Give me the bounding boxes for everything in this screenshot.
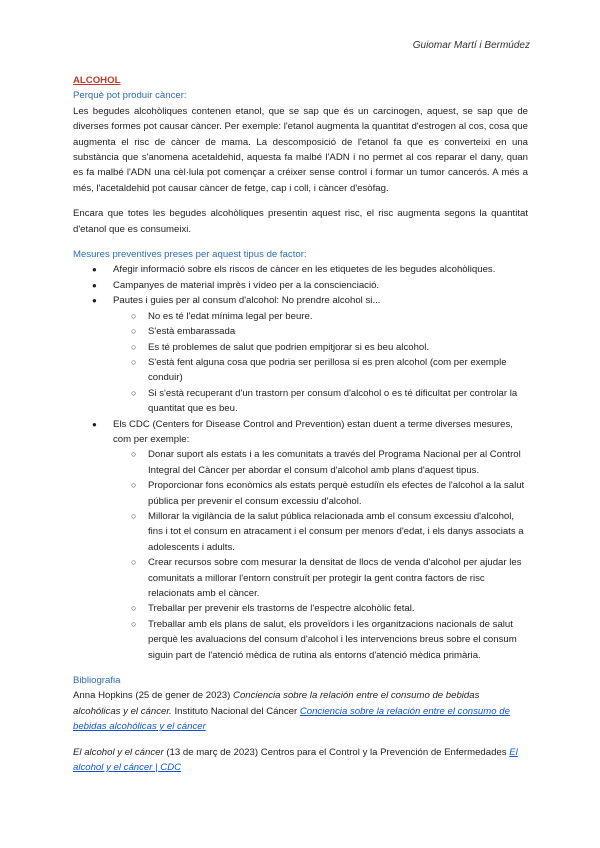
ref-2-link[interactable]: El alcohol y el cáncer | CDC xyxy=(73,746,518,774)
list-item: ○ Es té problemes de salut que podrien empitjorar si es beu alcohol. xyxy=(148,340,528,355)
paragraph-1: Les begudes alcohòliques contenen etanol, que se sap que és un carcinogen, aquest, se sap que de diverses formes pot causar càncer. Per exemple: l'etanol augmenta la quantitat d'estrogen al cos, cosa que augmenta el risc de càncer de mama. La descomposició de l'etanol fa que es converteixi en una substància que s'anomena acetaldehid, aquesta fa malbé l'ADN i no permet al cos reparar el dany, quan es fa malbé l'ADN una cèl·lula pot començar a créixer sense control i formar un tumor cancerós. A més a més, l'acetaldehid pot causar càncer de fetge, cap i coll, i càncer d'esòfag. xyxy=(73,105,528,194)
list-item: ○ S'està fent alguna cosa que podria ser perillosa si es pren alcohol (com per exemple conduir) xyxy=(148,355,528,386)
paragraph-2: Encara que totes les begudes alcohòliques presentin aquest risc, el risc augmenta segons la quantitat d'etanol que es consumeixi. xyxy=(73,208,528,235)
list-item: ○ Crear recursos sobre com mesurar la densitat de llocs de venda d'alcohol per ajudar les comunitats a millorar l'entorn construït per protegir la gent contra factors de risc relacionats amb el càncer. xyxy=(148,555,528,601)
section-subtitle: Perquè pot produir càncer: xyxy=(73,90,187,102)
list-item: ○ Treballar amb els plans de salut, els proveïdors i les organitzacions nacionals de salut perquè les avaluacions del consum d'alcohol i les intervencions breus sobre el consum siguin part de l'atenció mèdica de rutina als entorns d'atenció mèdica primària. xyxy=(148,617,528,663)
list-item: ○ Proporcionar fons econòmics als estats perquè estudiïn els efectes de l'alcohol a la salut pública per prevenir el consum excessiu d'alcohol. xyxy=(148,478,528,509)
list-item: ● Campanyes de material imprès i vídeo per a la conscienciació. xyxy=(113,278,528,293)
list-item: ○ Millorar la vigilància de la salut pública relacionada amb el consum excessiu d'alcohol, fins i tot el consum en atracament i el consum per menors d'edat, i els danys associats a adolescents i adults. xyxy=(148,509,528,555)
bibliography-ref-1: Anna Hopkins (25 de gener de 2023) Conciencia sobre la relación entre el consumo de bebidas alcohólicas y el cáncer. Instituto Nacional del Cáncer Conciencia sobre la relación entre el consumo de bebidas alcohólicas y el cáncer xyxy=(73,690,510,733)
sublist-guidelines xyxy=(113,309,528,417)
measures-title: Mesures preventives preses per aquest tipus de factor: xyxy=(73,249,307,261)
bibliography-ref-2: El alcohol y el cáncer (13 de març de 2023) Centros para el Control y la Prevención de Enfermedades El alcohol y el cáncer | CDC xyxy=(73,746,518,774)
list-item: ○ Donar suport als estats i a les comunitats a través del Programa Nacional per al Control Integral del Càncer per abordar el consum d'alcohol amb plans d'aquest tipus. xyxy=(148,447,528,478)
list-item: ○ No es té l'edat mínima legal per beure. xyxy=(148,309,528,324)
list-item: ● Els CDC (Centers for Disease Control and Prevention) estan duent a terme diverses mesures, com per exemple: ○ Donar suport als estats i a les comunitats a través del Programa Nacional per al Control Integral del Càncer per abordar el consum d'alcohol amb plans d'aquest tipus. ○ Proporcionar fons econòmics als estats perquè estudiïn els efectes de l'alcohol a la salut pública per prevenir el consum excessiu d'alcohol. ○ Millorar la vigilància de la salut pública relacionada amb el consum excessiu d'alcohol, fins i tot el consum en atracament i el consum per menors d'edat, i els danys associats a adolescents i adults. ○ Crear recursos sobre com mesurar la densitat de llocs de venda d'alcohol per ajudar les comunitats a millorar l'entorn construït per protegir la gent contra factors de risc relacionats amb el càncer. ○ Treballar per prevenir els trastorns de l'espectre alcohòlic fetal. ○ Treballar amb els plans de salut, els proveïdors i les organitzacions nacionals de salut perquè les avaluacions del consum d'alcohol i les intervencions breus sobre el consum siguin part de l'atenció mèdica de rutina als entorns d'atenció mèdica primària. xyxy=(113,417,528,664)
sublist-cdc xyxy=(113,447,528,663)
list-item: ○ Si s'està recuperant d'un trastorn per consum d'alcohol o es té dificultat per controlar la quantitat que es beu. xyxy=(148,386,528,417)
list-item: ○ S'està embarassada xyxy=(148,324,528,339)
document-body xyxy=(73,73,528,775)
author-name: Guiomar Martí i Bermúdez xyxy=(412,40,530,51)
list-item: ● Pautes i guies per al consum d'alcohol: No prendre alcohol si... ○ No es té l'edat mínima legal per beure. ○ S'està embarassada ○ Es té problemes de salut que podrien empitjorar si es beu alcohol. ○ S'està fent alguna cosa que podria ser perillosa si es pren alcohol (com per exemple conduir) ○ Si s'està recuperant d'un trastorn per consum d'alcohol o es té dificultat per controlar la quantitat que es beu. xyxy=(113,293,528,416)
list-item: ● Afegir informació sobre els riscos de càncer en les etiquetes de les begudes alcohòliques. xyxy=(113,262,528,277)
bibliography-title: Bibliografia xyxy=(73,675,121,687)
section-title: ALCOHOL xyxy=(73,75,121,86)
list-item: ○ Treballar per prevenir els trastorns de l'espectre alcohòlic fetal. xyxy=(148,601,528,616)
measures-list xyxy=(73,262,528,663)
ref-1-link[interactable]: Conciencia sobre la relación entre el consumo de bebidas alcohólicas y el cáncer xyxy=(73,705,510,733)
